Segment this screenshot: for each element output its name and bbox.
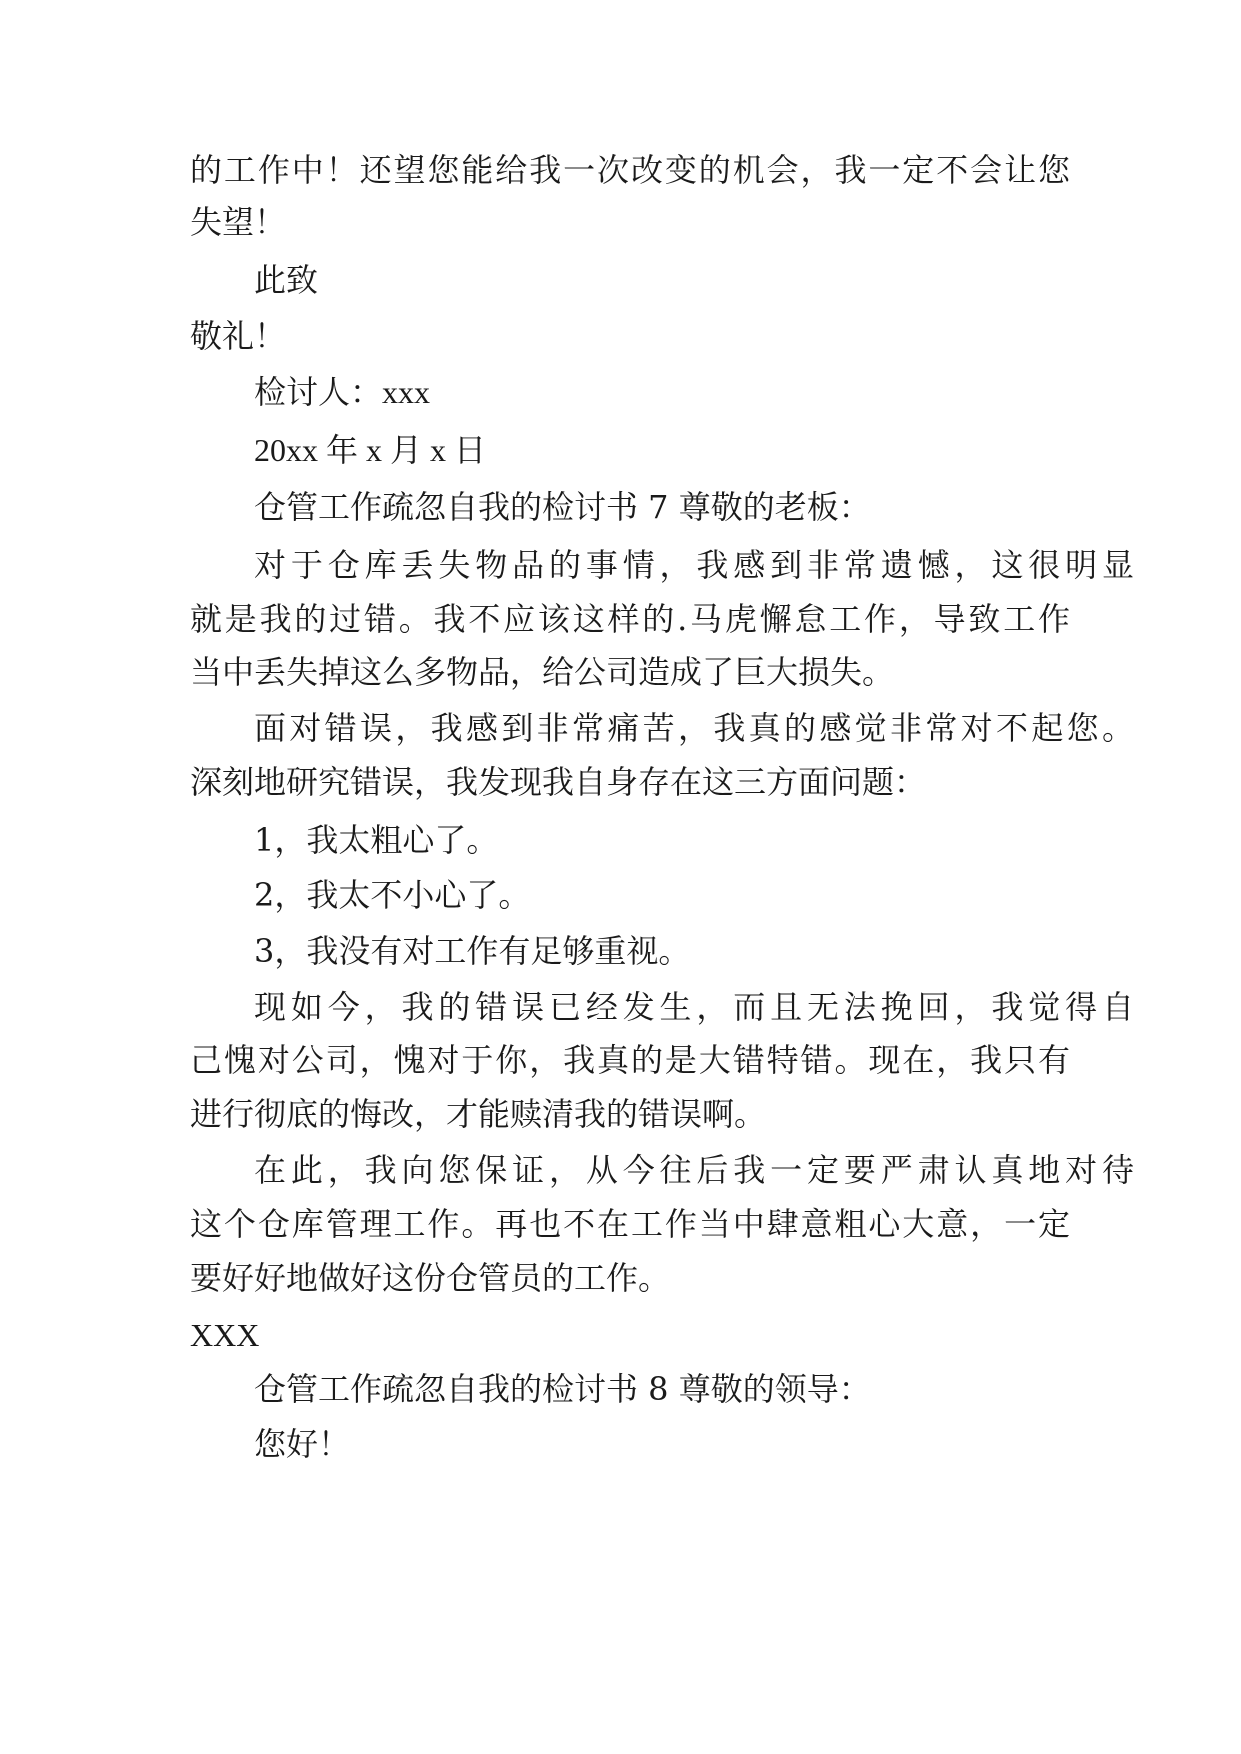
body-line: 现如今，我的错误已经发生，而且无法挽回，我觉得自	[254, 988, 1134, 1026]
greeting-line: 您好！	[254, 1425, 351, 1463]
body-line: 己愧对公司，愧对于你，我真的是大错特错。现在，我只有	[190, 1041, 1070, 1079]
body-line: 失望！	[190, 203, 287, 241]
closing-regards: 敬礼！	[190, 317, 287, 355]
body-line: 进行彻底的悔改，才能赎清我的错误啊。	[190, 1095, 767, 1133]
body-line: 要好好地做好这份仓管员的工作。	[190, 1259, 671, 1297]
body-line: 面对错误，我感到非常痛苦，我真的感觉非常对不起您。	[254, 709, 1134, 747]
closing-salutation: 此致	[254, 261, 319, 299]
body-line: 当中丢失掉这么多物品，给公司造成了巨大损失。	[190, 653, 895, 691]
body-line: 深刻地研究错误，我发现我自身存在这三方面问题：	[190, 763, 927, 801]
body-line: 在此，我向您保证，从今往后我一定要严肃认真地对待	[254, 1151, 1134, 1189]
signature-line: 检讨人：xxx	[254, 374, 431, 410]
body-line: 这个仓库管理工作。再也不在工作当中肆意粗心大意，一定	[190, 1205, 1070, 1243]
body-line: 对于仓库丢失物品的事情，我感到非常遗憾，这很明显	[254, 546, 1134, 584]
body-line: 的工作中！还望您能给我一次改变的机会，我一定不会让您	[190, 151, 1070, 189]
date-line: 20xx 年 x 月 x 日	[254, 432, 487, 468]
list-item: 2，我太不小心了。	[254, 876, 531, 914]
section-heading-7: 仓管工作疏忽自我的检讨书 7 尊敬的老板：	[254, 488, 871, 526]
list-item: 1，我太粗心了。	[254, 821, 499, 859]
section-heading-8: 仓管工作疏忽自我的检讨书 8 尊敬的领导：	[254, 1370, 871, 1408]
body-line: 就是我的过错。我不应该这样的.马虎懈怠工作，导致工作	[190, 600, 1070, 638]
signature-line: XXX	[190, 1317, 260, 1353]
list-item: 3，我没有对工作有足够重视。	[254, 932, 691, 970]
